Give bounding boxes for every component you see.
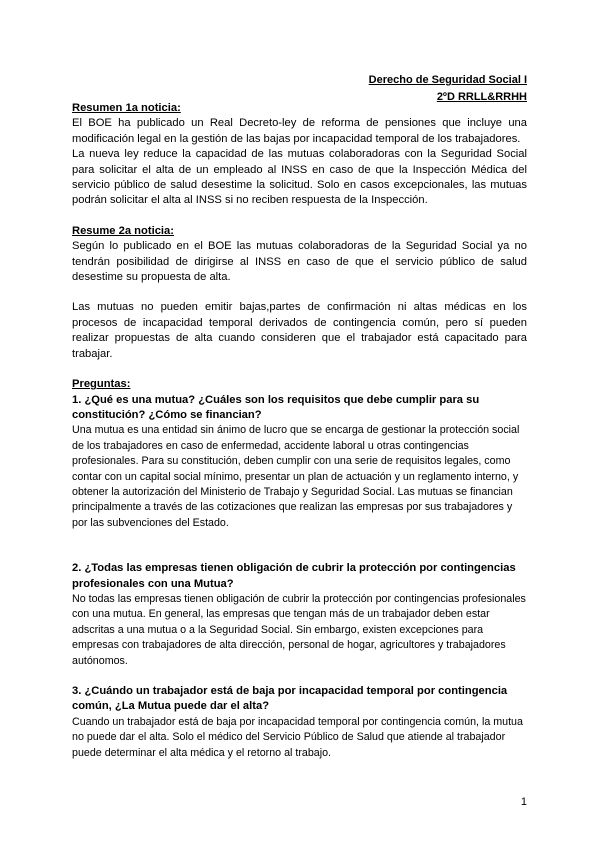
summary-1-section bbox=[72, 101, 527, 209]
question-1: 1. ¿Qué es una mutua? ¿Cuáles son los requisitos que debe cumplir para su constitución? ¿Cómo se financian? bbox=[72, 393, 480, 421]
questions-section bbox=[72, 377, 527, 761]
question-3: 3. ¿Cuándo un trabajador está de baja por incapacidad temporal por contingencia común, ¿La Mutua puede dar el alta? bbox=[72, 685, 508, 713]
summary-2-paragraph-2: Las mutuas no pueden emitir bajas,partes de confirmación ni altas médicas en los procesos de incapacidad temporal derivados de contingencia común, pero sí pueden realizar propuestas de alta cuando consideren que el trabajador está capacitado para trabajar. bbox=[72, 301, 527, 360]
summary-2-paragraph-1: Según lo publicado en el BOE las mutuas colaboradoras de la Seguridad Social ya no tendrán posibilidad de dirigirse al INSS en caso de que el servicio público de salud desestime su propuesta de alta. bbox=[72, 240, 527, 284]
summary-1-paragraph-2: La nueva ley reduce la capacidad de las mutuas colaboradoras con la Seguridad Social para solicitar el alta de un empleado al INSS en caso de que la Inspección Médica del servicio público de salud desestime la solicitud. Solo en casos excepcionales, las mutuas podrán solicitar el alta al INSS si no reciben respuesta de la Inspección. bbox=[72, 148, 527, 207]
course-title: Derecho de Seguridad Social I bbox=[368, 74, 527, 86]
summary-2-section bbox=[72, 224, 527, 362]
question-2: 2. ¿Todas las empresas tienen obligación de cubrir la protección por contingencias profesionales con una Mutua? bbox=[72, 562, 516, 590]
course-group: 2ºD RRLL&RRHH bbox=[436, 91, 527, 103]
answer-1: Una mutua es una entidad sin ánimo de lucro que se encarga de gestionar la protección social de los trabajadores en caso de enfermedad, accidente laboral u otras contingencias profesionales. Para su constitución, deben cumplir con una serie de requisitos legales, como contar con un capital social mínimo, presentar un plan de actuación y un reglamento interno, y obtener la autorización del Ministerio de Trabajo y Seguridad Social. Las mutuas se financian principalmente a través de las cotizaciones que realizan las empresas por sus trabajadores y por las subvenciones del Estado. bbox=[72, 424, 520, 529]
questions-heading: Preguntas: bbox=[72, 378, 131, 391]
summary-1-paragraph-1: El BOE ha publicado un Real Decreto-ley de reforma de pensiones que incluye una modificación legal en la gestión de las bajas por incapacidad temporal de los trabajadores. bbox=[72, 117, 527, 145]
answer-3: Cuando un trabajador está de baja por incapacidad temporal por contingencia común, la mutua no puede dar el alta. Solo el médico del Servicio Público de Salud que atiende al trabajador puede determinar el alta médica y el retorno al trabajo. bbox=[72, 715, 523, 759]
summary-1-heading: Resumen 1a noticia: bbox=[72, 102, 181, 114]
answer-2: No todas las empresas tienen obligación de cubrir la protección por contingencias profesionales con una mutua. En general, las empresas que tengan más de un trabajador deben estar adscritas a una mutua o a la Seguridad Social. Sin embargo, existen excepciones para empresas con trabajadores de alta dirección, personal de hogar, agricultores y trabajadores autónomos. bbox=[72, 592, 526, 667]
summary-2-heading: Resume 2a noticia: bbox=[72, 224, 174, 237]
page-number: 1 bbox=[520, 796, 527, 808]
document-body bbox=[72, 101, 527, 761]
